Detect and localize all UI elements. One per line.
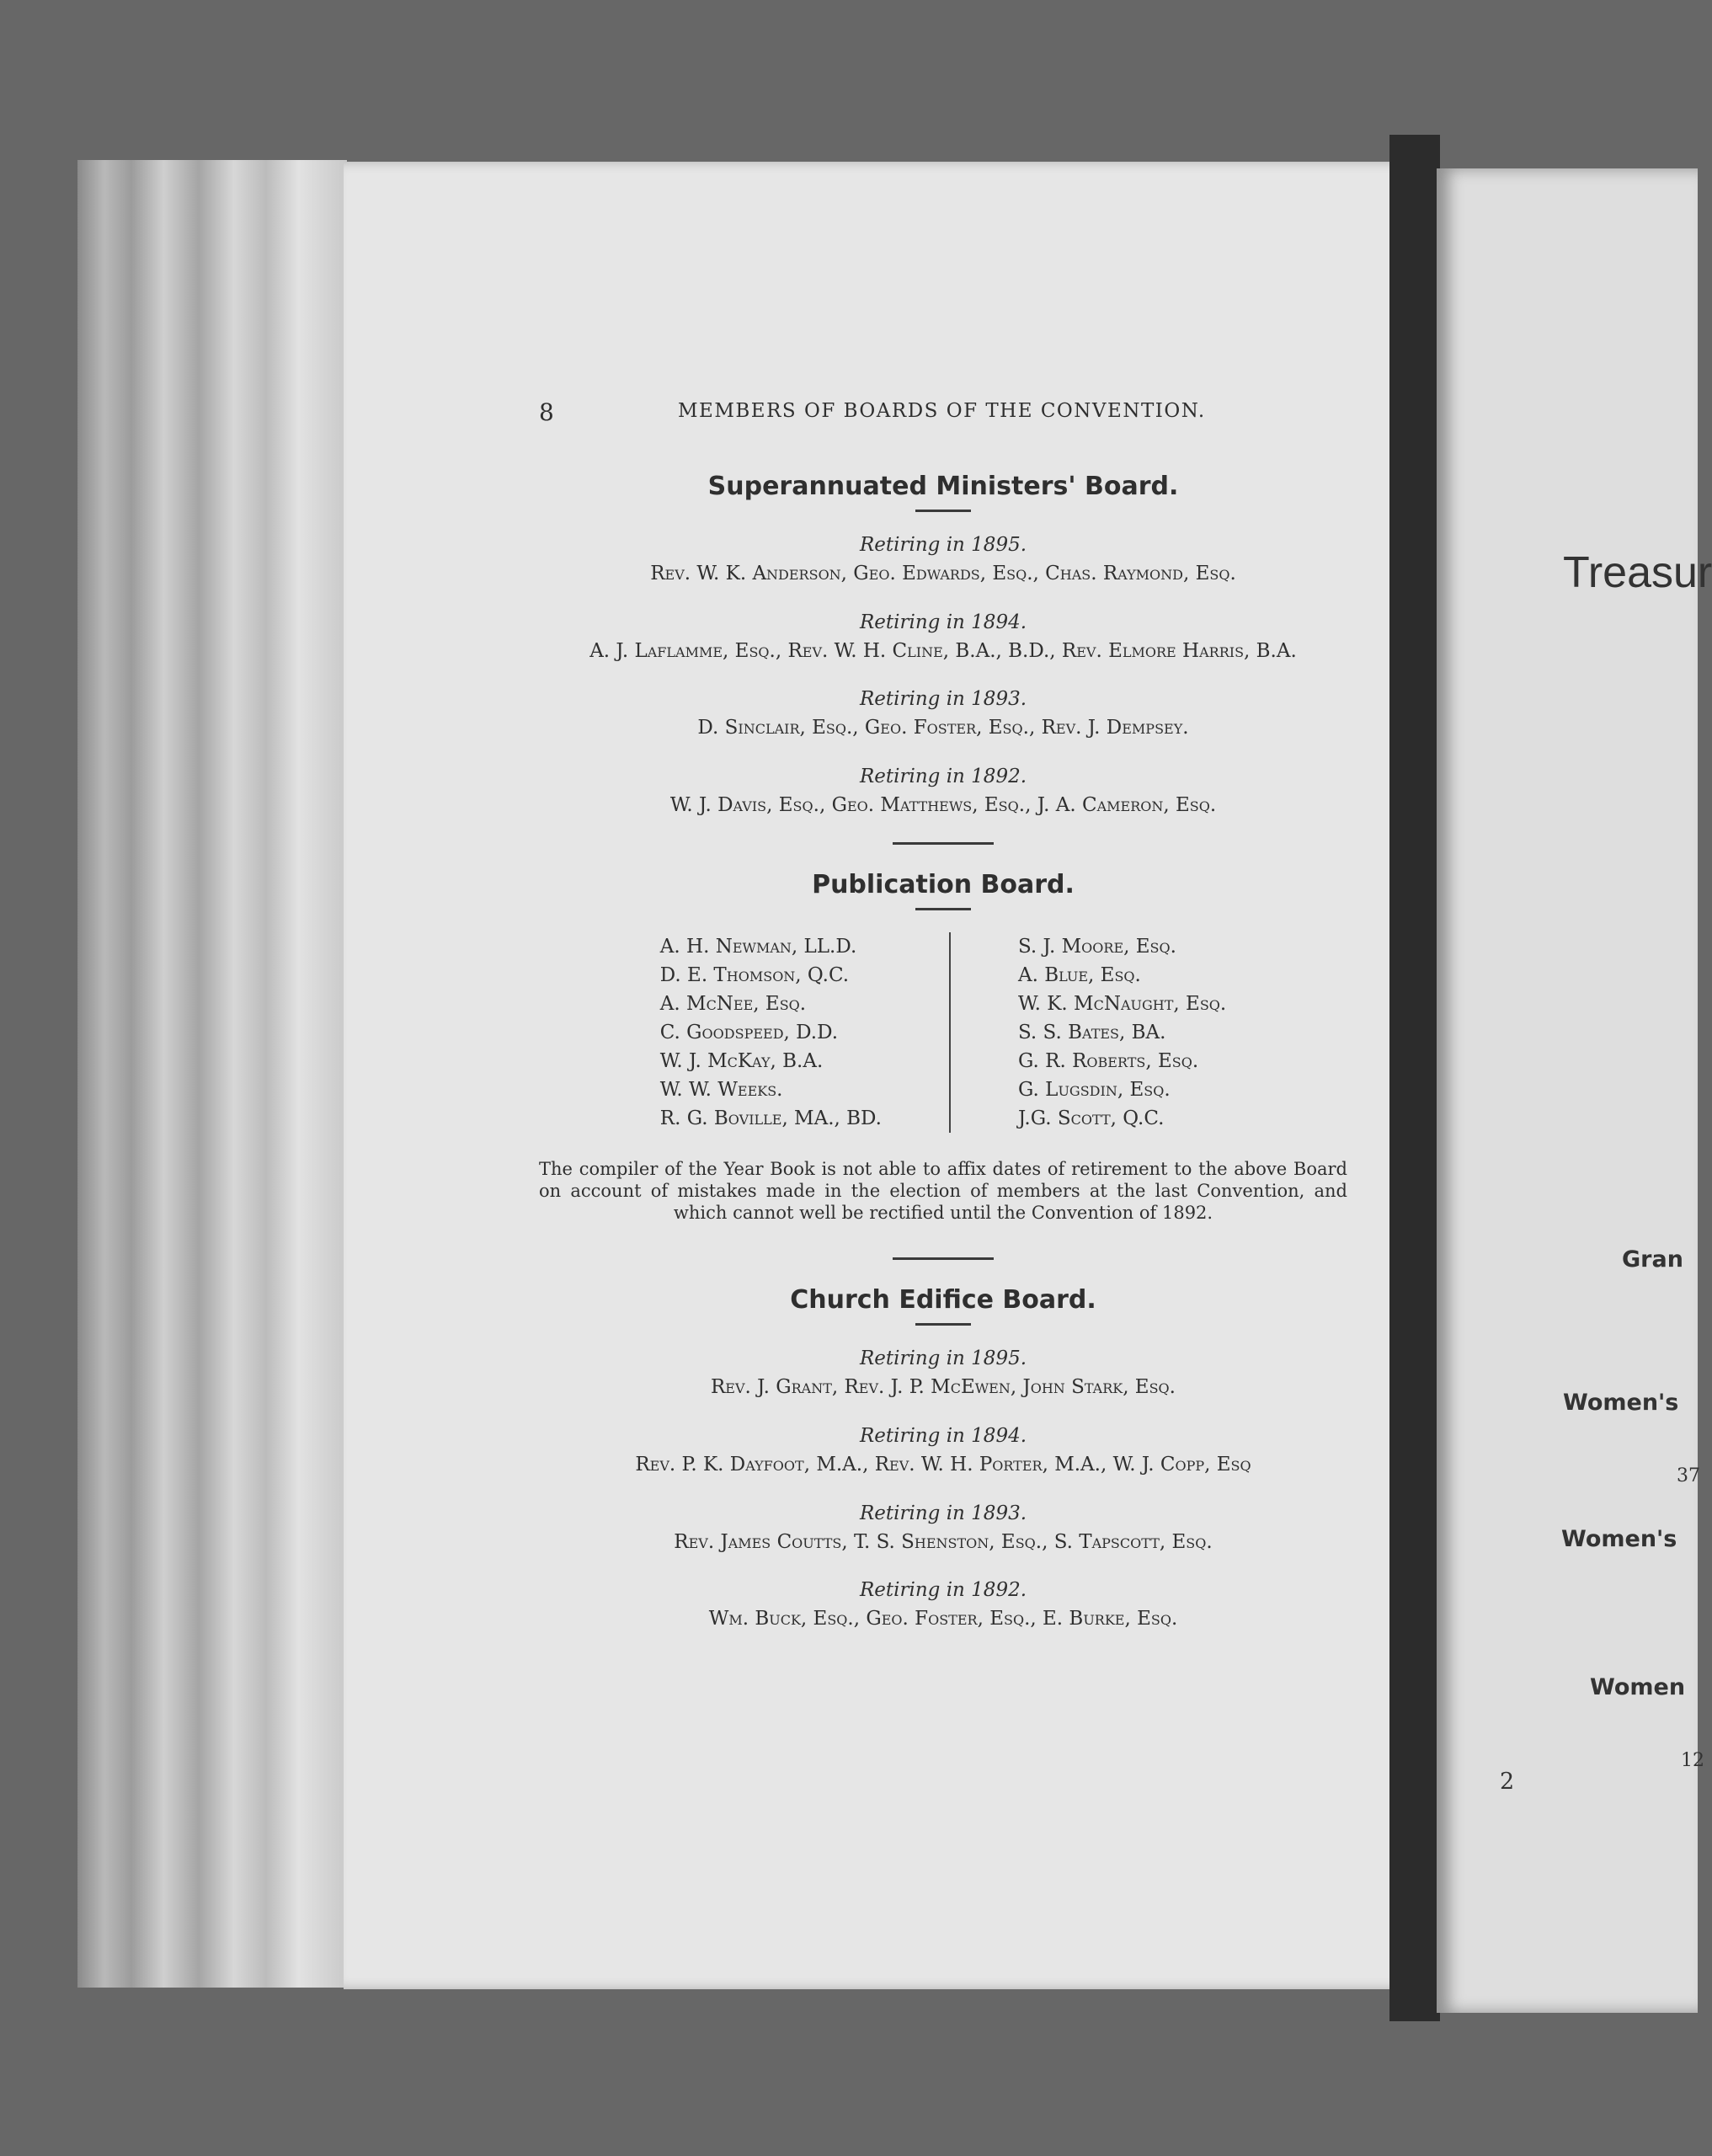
retiring-year: Retiring in 1894. (859, 1424, 1027, 1447)
section-title: Church Edifice Board. (790, 1285, 1096, 1315)
member-name: S. S. Bates, BA. (1018, 1022, 1166, 1044)
right-page (1437, 168, 1712, 2013)
member-name: D. E. Thomson, Q.C. (659, 964, 850, 987)
page-number: 8 (539, 398, 554, 426)
right-page-heading: Women (1590, 1674, 1686, 1700)
member-name: S. J. Moore, Esq. (1018, 936, 1176, 958)
retiring-year: Retiring in 1893. (859, 688, 1027, 711)
member-name: A. McNee, Esq. (659, 993, 807, 1016)
book-page-edges (77, 160, 347, 1988)
member-name: C. Goodspeed, D.D. (659, 1022, 839, 1044)
member-name: R. G. Boville, MA., BD. (659, 1107, 882, 1130)
book-gutter (1389, 135, 1440, 2021)
section-title: Superannuated Ministers' Board. (707, 472, 1179, 501)
member-names: Rev. W. K. Anderson, Geo. Edwards, Esq., Chas. Raymond, Esq. (650, 563, 1236, 584)
divider (915, 510, 971, 512)
member-name: G. R. Roberts, Esq. (1018, 1050, 1199, 1073)
section-title: Publication Board. (812, 870, 1075, 900)
compiler-note: The compiler of the Year Book is not able to affix dates of retirement to the above Board on account of mistakes made in the election of members at the last Convention, and which cannot well be rectified until the Convention of 1892. (539, 1159, 1347, 1224)
right-page-heading: Gran (1622, 1246, 1683, 1273)
member-column-left (660, 932, 951, 1133)
right-page-heading: Women's (1563, 1390, 1679, 1416)
member-names: Rev. P. K. Dayfoot, M.A., Rev. W. H. Porter, M.A., W. J. Copp, Esq (635, 1453, 1251, 1476)
member-names: Wm. Buck, Esq., Geo. Foster, Esq., E. Burke, Esq. (708, 1608, 1178, 1630)
member-names: A. J. Laflamme, Esq., Rev. W. H. Cline, B.A., B.D., Rev. Elmore Harris, B.A. (589, 639, 1297, 662)
member-columns (539, 932, 1347, 1133)
member-name: W. W. Weeks. (659, 1079, 783, 1102)
section-divider (893, 1257, 994, 1260)
right-page-heading: Women's (1561, 1526, 1677, 1552)
superannuated-board-section (539, 472, 1347, 817)
retiring-year: Retiring in 1894. (859, 611, 1027, 633)
page-content (539, 472, 1347, 1657)
member-names: D. Sinclair, Esq., Geo. Foster, Esq., Rev. J. Dempsey. (697, 717, 1189, 739)
member-name: W. J. McKay, B.A. (659, 1050, 824, 1073)
divider (915, 1323, 971, 1326)
retiring-year: Retiring in 1892. (859, 1579, 1027, 1602)
church-edifice-board-section (539, 1285, 1347, 1630)
member-name: W. K. McNaught, Esq. (1018, 993, 1227, 1016)
running-head: MEMBERS OF BOARDS OF THE CONVENTION. (678, 400, 1206, 422)
retiring-year: Retiring in 1895. (859, 534, 1027, 556)
right-page-number: 12 (1681, 1750, 1704, 1771)
section-divider (893, 842, 994, 845)
right-page-number: 37 (1677, 1465, 1700, 1486)
member-names: Rev. J. Grant, Rev. J. P. McEwen, John Stark, Esq. (710, 1376, 1176, 1399)
member-column-right (951, 932, 1226, 1133)
member-names: W. J. Davis, Esq., Geo. Matthews, Esq., J. A. Cameron, Esq. (669, 793, 1217, 816)
member-name: J.G. Scott, Q.C. (1018, 1107, 1165, 1130)
right-page-title: Treasur (1563, 548, 1712, 597)
member-name: A. Blue, Esq. (1018, 964, 1141, 987)
member-names: Rev. James Coutts, T. S. Shenston, Esq., S. Tapscott, Esq. (674, 1530, 1213, 1553)
retiring-year: Retiring in 1895. (859, 1348, 1027, 1370)
member-name: A. H. Newman, LL.D. (659, 936, 857, 958)
publication-board-section (539, 870, 1347, 1224)
retiring-year: Retiring in 1892. (859, 765, 1027, 787)
right-page-page-number: 2 (1500, 1769, 1515, 1795)
member-name: G. Lugsdin, Esq. (1018, 1079, 1171, 1102)
divider (915, 908, 971, 910)
retiring-year: Retiring in 1893. (859, 1502, 1027, 1524)
